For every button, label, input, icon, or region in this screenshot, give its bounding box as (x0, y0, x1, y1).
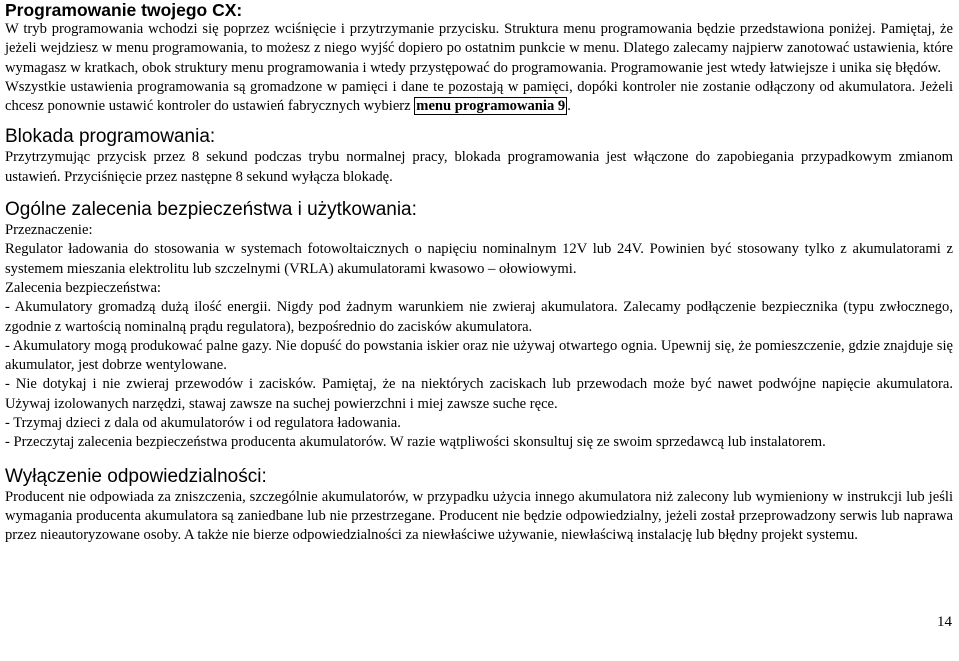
safety-item: - Nie dotykaj i nie zwieraj przewodów i zacisków. Pamiętaj, że na niektórych zaciskach lub przewodach może być nawet podwójne napięcie akumulatora. Używaj izolowanych narzędzi, stawaj zawsze na suchej powierzchni i miej zawsze suche ręce. (5, 376, 953, 412)
safety-heading: Zalecenia bezpieczeństwa: (5, 279, 161, 296)
programming-paragraph-2 (5, 78, 953, 117)
section-title-programming: Programowanie twojego CX: (5, 0, 243, 20)
document-page (5, 0, 953, 546)
safety-item: - Trzymaj dzieci z dala od akumulatorów i od regulatora ładowania. (5, 415, 401, 432)
lock-paragraph: Przytrzymując przycisk przez 8 sekund podczas trybu normalnej pracy, blokada programowania jest włączone do zapobiegania przypadkowym zmianom ustawień. Przyciśnięcie przez następne 8 sekund wyłącza blokadę. (5, 149, 953, 185)
purpose-paragraph: Regulator ładowania do stosowania w systemach fotowoltaicznych o napięciu nominalnym 12V lub 24V. Powinien być stosowany tylko z akumulatorami z systemem mieszania elektrolitu lub szczelnymi (VRLA) akumulatorami kwasowo – ołowiowymi. (5, 241, 953, 277)
safety-item: - Przeczytaj zalecenia bezpieczeństwa producenta akumulatorów. W razie wątpliwości skonsultuj się ze swoim sprzedawcą lub instalatorem. (5, 434, 826, 451)
section-title-lock: Blokada programowania: (5, 126, 216, 148)
purpose-heading: Przeznaczenie: (5, 222, 93, 239)
section-title-safety: Ogólne zalecenia bezpieczeństwa i użytkowania: (5, 199, 417, 221)
programming-paragraph-2-text: Wszystkie ustawienia programowania są gromadzone w pamięci i dane te pozostają w pamięci, dopóki kontroler nie zostanie odłączony od akumulatora. Jeżeli chcesz ponownie ustawić kontroler do ustawień fabrycznych wybierz (5, 78, 953, 115)
menu-9-reference: menu programowania 9 (416, 98, 566, 115)
section-title-liability: Wyłączenie odpowiedzialności: (5, 465, 267, 487)
programming-paragraph-2-end: . (567, 98, 571, 115)
liability-paragraph: Producent nie odpowiada za zniszczenia, szczególnie akumulatorów, w przypadku użycia innego akumulatora niż zalecony lub wymieniony w instrukcji lub jeśli wymagania producenta akumulatora są zaniedbane lub nie przestrzegane. Producent nie będzie odpowiedzialny, jeżeli został przeprowadzony serwis lub naprawa przez nieautoryzowane osoby. A także nie bierze odpowiedzialności za niewłaściwe używanie, niewłaściwą instalację lub błędny projekt systemu. (5, 488, 953, 544)
page-number: 14 (937, 614, 952, 630)
safety-item: - Akumulatory mogą produkować palne gazy. Nie dopuść do powstania iskier oraz nie używaj otwartego ognia. Upewnij się, że pomieszczenie, gdzie znajduje się akumulator, jest dobrze wentylowane. (5, 337, 953, 374)
programming-paragraph-1: W tryb programowania wchodzi się poprzez wciśnięcie i przytrzymanie przycisku. Struktura menu programowania będzie przedstawiona poniżej. Pamiętaj, że jeżeli wejdziesz w menu programowania, to możesz z niego wyjść dopiero po ostatnim punkcie w menu. Dlatego zalecamy najpierw zanotować ustawienia, które wymagasz w kratkach, obok struktury menu programowania i wtedy przystępować do programowania. Programowanie jest wtedy łatwiejsze i unika się błędów. (5, 21, 953, 76)
safety-item: - Akumulatory gromadzą dużą ilość energii. Nigdy pod żadnym warunkiem nie zwieraj akumulatora. Zalecamy podłączenie bezpiecznika (typu zwłocznego, zgodnie z wartością nominalną prądu regulatora), bezpośrednio do zacisków akumulatora. (5, 299, 953, 335)
